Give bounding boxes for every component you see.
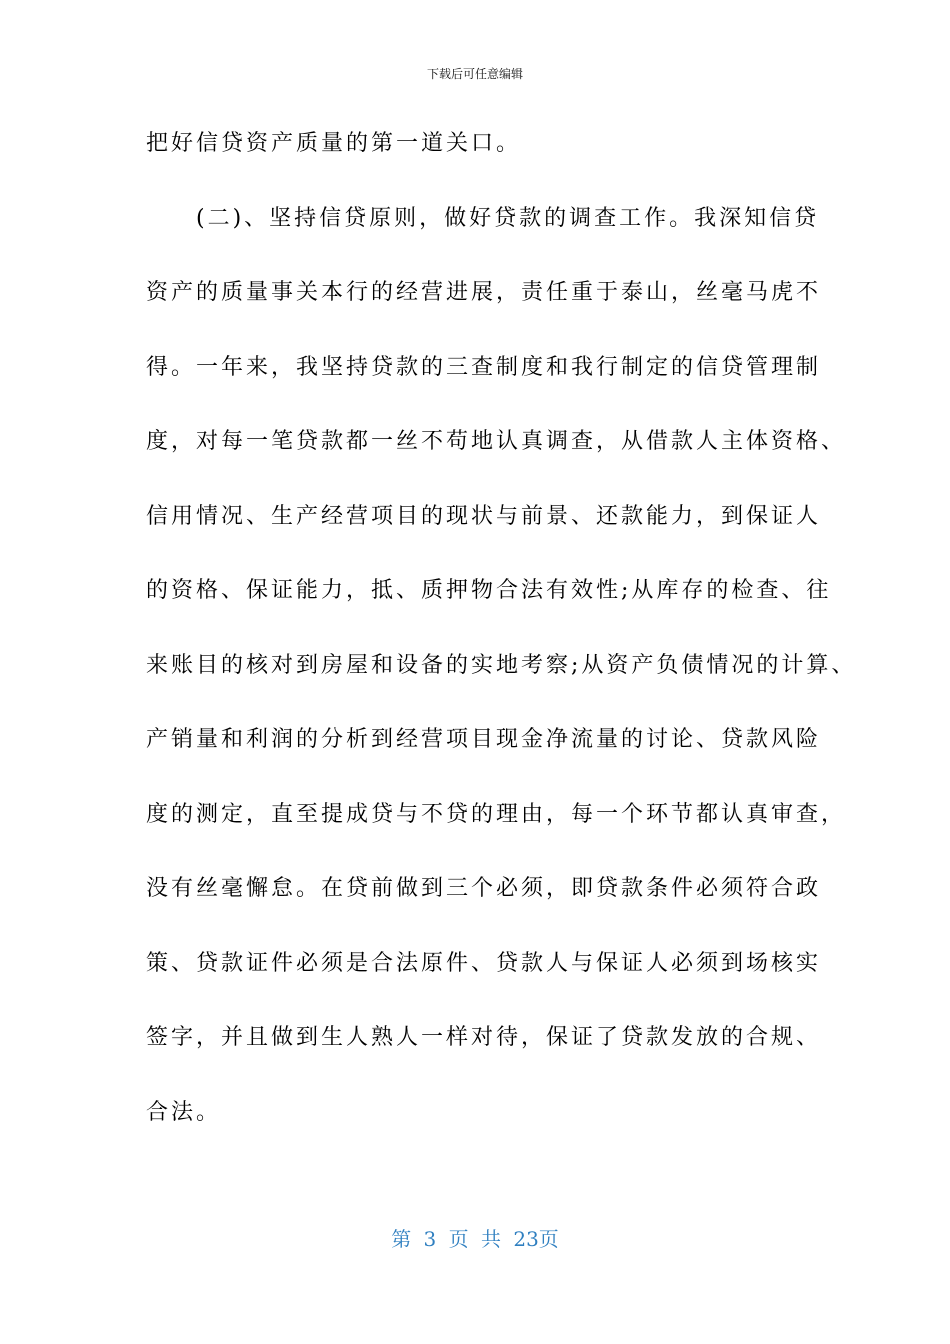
- text-line: 的资格、保证能力，抵、质押物合法有效性;从库存的检查、往: [146, 578, 832, 603]
- text-line: 策、贷款证件必须是合法原件、贷款人与保证人必须到场核实: [146, 950, 822, 976]
- text-line: 来账目的核对到房屋和设备的实地考察;从资产负债情况的计算、: [146, 652, 857, 678]
- text-line: 得。一年来，我坚持贷款的三查制度和我行制定的信贷管理制: [146, 354, 822, 380]
- document-body: [146, 122, 857, 1165]
- text-line: 信用情况、生产经营项目的现状与前景、还款能力，到保证人: [146, 503, 822, 529]
- text-line: 资产的质量事关本行的经营进展，责任重于泰山，丝毫马虎不: [146, 280, 822, 305]
- text-line: (二)、坚持信贷原则，做好贷款的调查工作。我深知信贷: [146, 205, 820, 231]
- text-line: 签字，并且做到生人熟人一样对待，保证了贷款发放的合规、: [146, 1025, 822, 1050]
- text-line: 把好信贷资产质量的第一道关口。: [146, 131, 522, 156]
- text-line: 度，对每一笔贷款都一丝不苟地认真调查，从借款人主体资格、: [146, 429, 847, 454]
- text-line: 度的测定，直至提成贷与不贷的理由，每一个环节都认真审查，: [146, 801, 847, 827]
- text-line: 没有丝毫懈怠。在贷前做到三个必须，即贷款条件必须符合政: [146, 876, 822, 901]
- text-line: 合法。: [146, 1099, 222, 1125]
- page-header-note: 下载后可任意编辑: [426, 67, 523, 81]
- text-line: 产销量和利润的分析到经营项目现金净流量的讨论、贷款风险: [146, 727, 822, 752]
- page-number-footer: 第 3 页 共 23页: [391, 1227, 559, 1251]
